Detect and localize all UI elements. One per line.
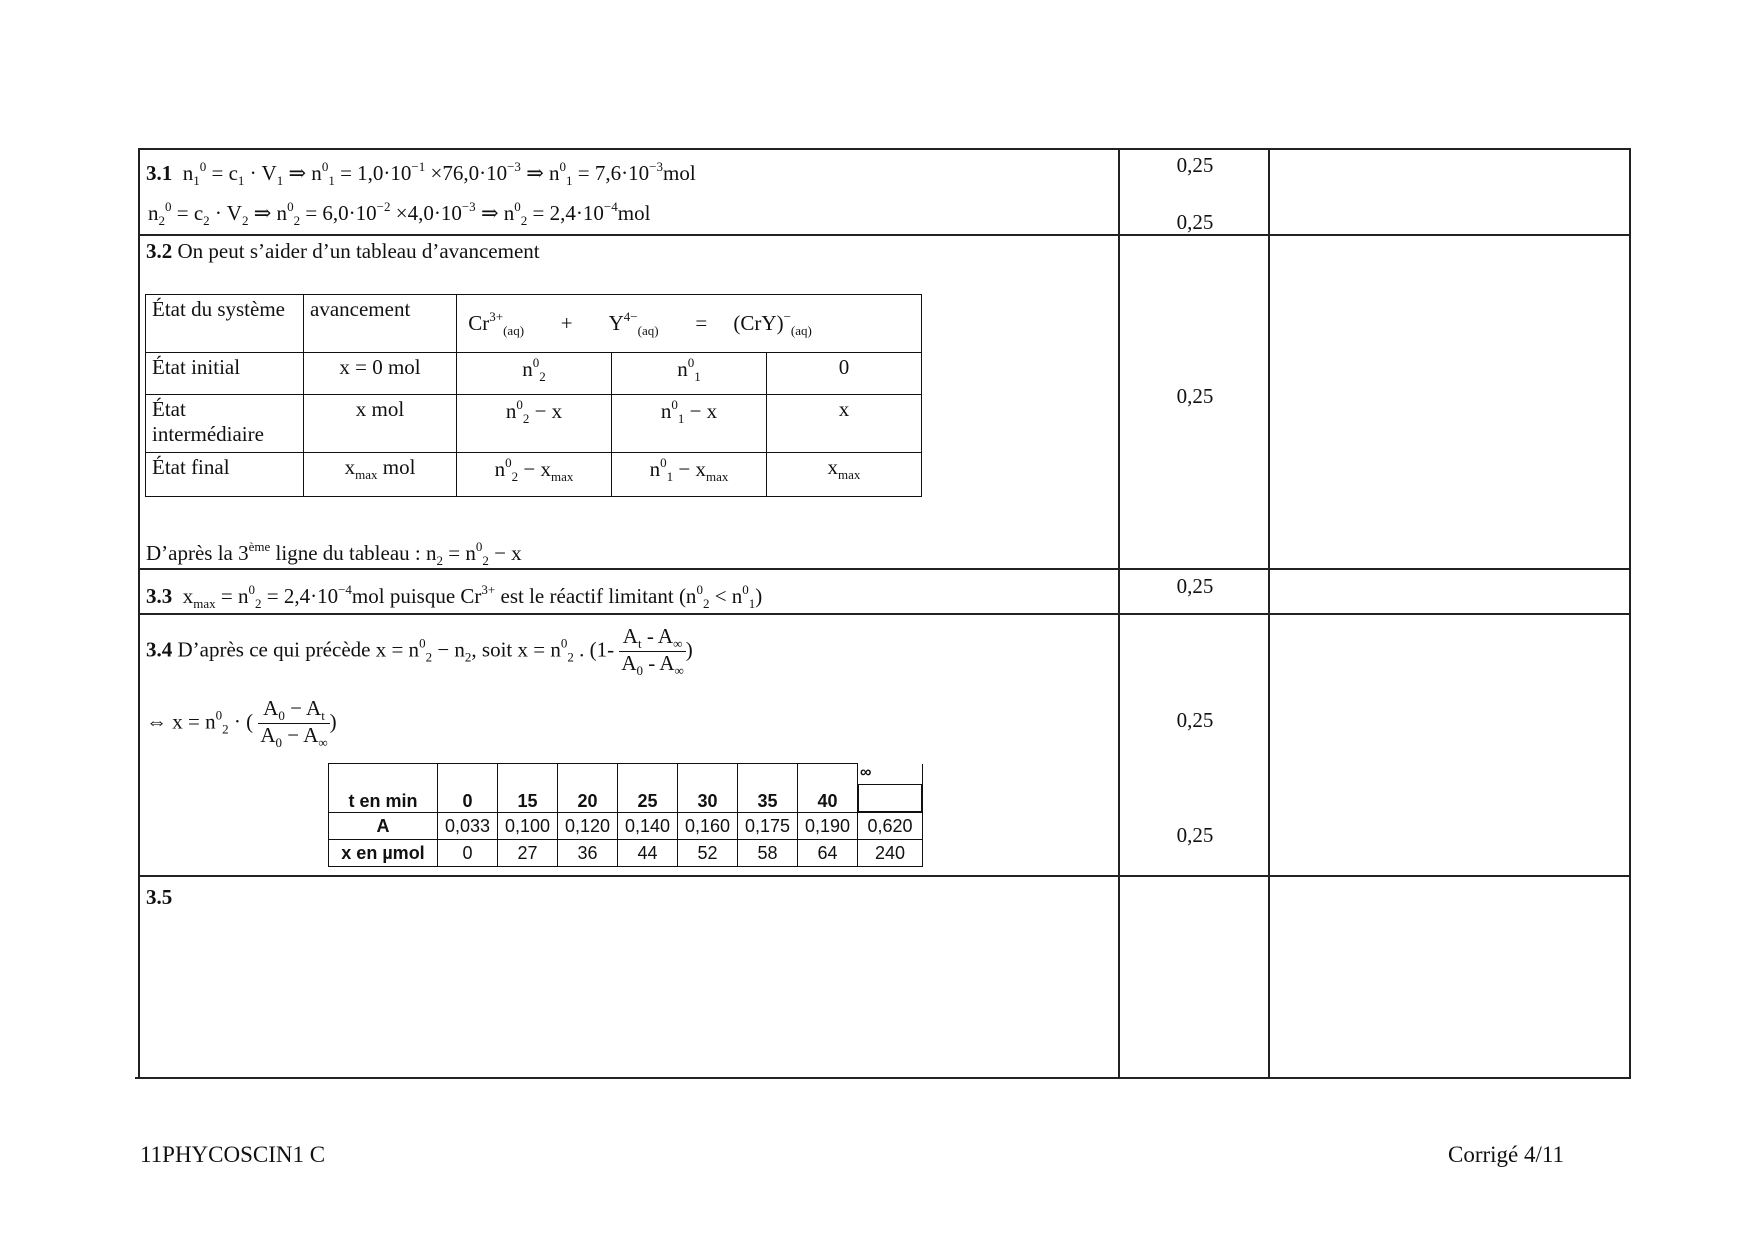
row-initial-c3: 0 (767, 353, 922, 395)
fraction-1: $\frac{A_t - A_\infty}{A_0 - A_\infty}$ (621, 624, 684, 679)
section-3-1-line-1: 3.1 $n_1^0 = c_1 \cdot V_1$ ⇒ $n^0_1 = 1,0\cdot 10^{-1} \times 76,0\cdot 10^{-3}$ ⇒ $n^0_1 = 7,6\cdot 10^{-3}mol$ (146, 159, 696, 188)
section-3-2-conclusion: D’après la 3ème ligne du tableau : $n_2 = n^0_2 - x$ (146, 539, 522, 568)
row-inter-label: État intermédiaire (146, 395, 304, 453)
section-3-4-line-2: ⇔ $x = n^0_2$ · ( $\frac{A_0 - A_t}{A_0 - A_\infty}$ ) (146, 696, 337, 751)
row-initial-c1: $n^0_2$ (457, 353, 612, 395)
footer-page: Corrigé 4/11 (1448, 1142, 1565, 1167)
row-inter-c1: $n^0_2 - x$ (457, 395, 612, 453)
table-row: A 0,033 0,100 0,120 0,140 0,160 0,175 0,190 0,620 (329, 813, 923, 840)
row-final-label: État final (146, 453, 304, 497)
row-divider-3 (138, 613, 1631, 615)
score-3-2: 0,25 (1176, 384, 1214, 408)
score-3-4-b: 0,25 (1176, 823, 1214, 847)
fraction-2: $\frac{A_0 - A_t}{A_0 - A_\infty}$ (260, 696, 328, 751)
section-number: 3.1 (146, 161, 173, 185)
row-initial-c2: $n^0_1$ (612, 353, 767, 395)
frame-bottom (135, 1077, 1631, 1079)
score-3-4-a: 0,25 (1176, 708, 1214, 732)
header-avancement: avancement (304, 295, 457, 353)
row-final-c1: $n^0_2 - x_{max}$ (457, 453, 612, 497)
header-absorbance: A (329, 813, 438, 840)
section-3-3: 3.3 $x_{max} = n^0_2 = 2,4\cdot 10^{-4}mol$ puisque $Cr^{3+}$ est le réactif limitant $(n^0_2 < n^0_1)$ (146, 582, 763, 611)
score-3-1-b: 0,25 (1176, 210, 1214, 234)
avancement-table (145, 294, 922, 497)
row-final-c2: $n^0_1 - x_{max}$ (612, 453, 767, 497)
header-equation: $Cr^{3+}_{(aq)}$ + $Y^{4-}_{(aq)}$ = $(CrY)^-_{(aq)}$ (457, 295, 922, 353)
frame-top (138, 148, 1631, 150)
section-number: 3.2 (146, 239, 173, 263)
header-etat: État du système (146, 295, 304, 353)
absorbance-table (328, 763, 923, 867)
row-final-x: $x_{max}$ mol (304, 453, 457, 497)
table-row: x en µmol 0 27 36 44 52 58 64 240 (329, 840, 923, 867)
row-inter-x: x mol (304, 395, 457, 453)
section-number: 3.3 (146, 584, 173, 608)
section-3-2-intro: 3.2 On peut s’aider d’un tableau d’avancement (146, 239, 540, 263)
table-row: t en min 0 15 20 25 30 35 40 ∞ (329, 764, 923, 813)
section-number: 3.4 (146, 637, 173, 662)
infinity-cell: ∞ (858, 764, 923, 813)
row-initial-x: x = 0 mol (304, 353, 457, 395)
section-3-4-line-1: 3.4 D’après ce qui précède $x = n^0_2 - n_2$, soit $x = n^0_2$ . (1- $\frac{A_t - A_\infty}{A_0 - A_\infty}$ ) (146, 624, 693, 679)
score-3-1-a: 0,25 (1176, 153, 1214, 177)
section-3-1-line-2: $n_2^0 = c_2 \cdot V_2$ ⇒ $n^0_2 = 6,0\cdot 10^{-2} \times 4,0\cdot 10^{-3}$ ⇒ $n^0_2 = 2,4\cdot 10^{-4}mol$ (148, 199, 651, 228)
row-final-c3: $x_{max}$ (767, 453, 922, 497)
section-3-5: 3.5 (146, 885, 173, 909)
row-divider-4 (138, 875, 1631, 877)
header-time: t en min (329, 764, 438, 813)
row-divider-1 (138, 234, 1631, 236)
row-initial-label: État initial (146, 353, 304, 395)
footer-code: 11PHYCOSCIN1 C (140, 1142, 326, 1167)
header-x: x en µmol (329, 840, 438, 867)
row-inter-c2: $n^0_1 - x$ (612, 395, 767, 453)
row-inter-c3: x (767, 395, 922, 453)
score-3-3: 0,25 (1176, 574, 1214, 598)
